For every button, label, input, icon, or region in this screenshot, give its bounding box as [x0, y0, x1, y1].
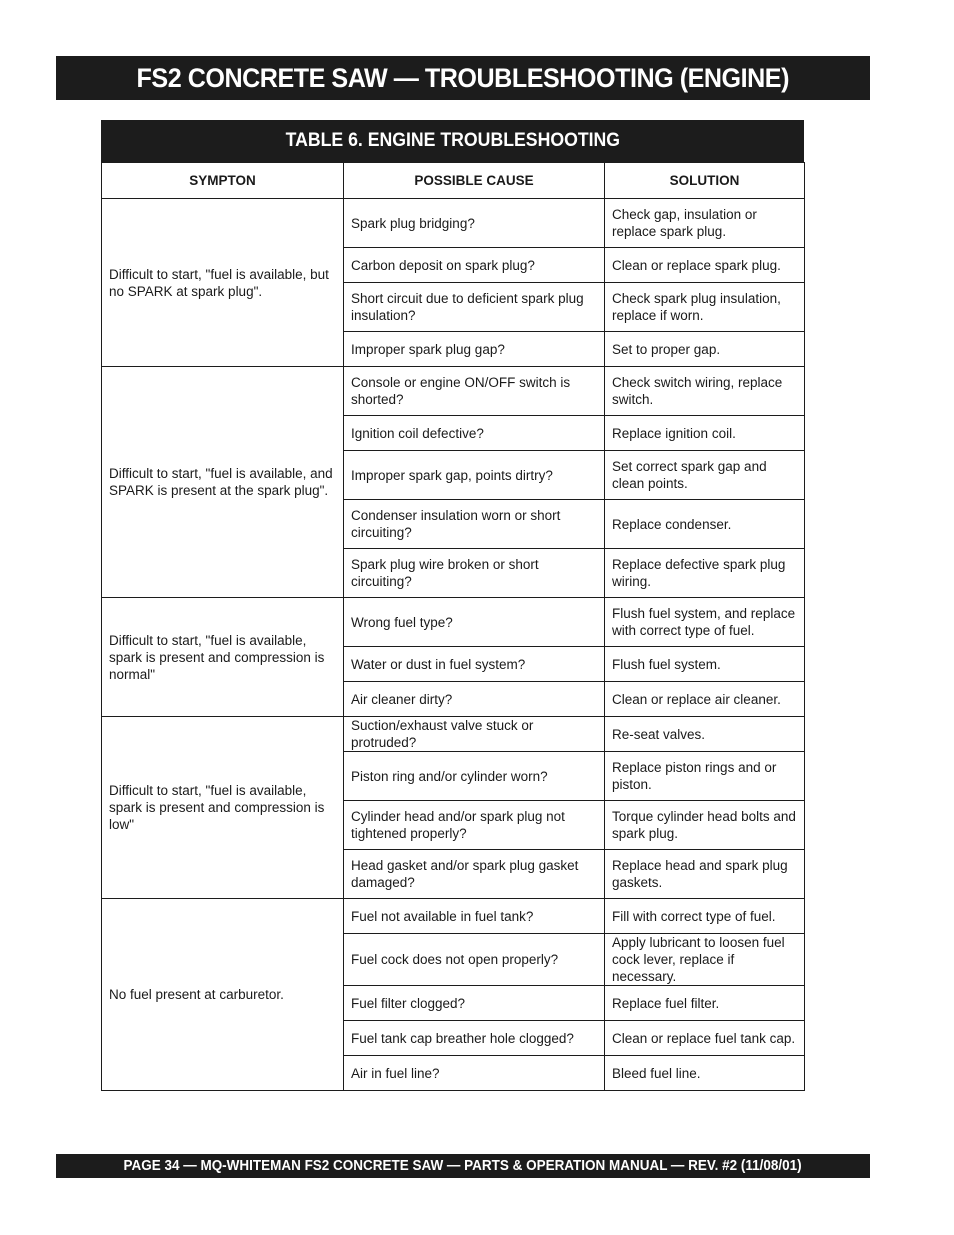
- solution-cell: Replace ignition coil.: [605, 416, 805, 451]
- page-footer: [56, 1154, 870, 1178]
- solution-cell: Set to proper gap.: [605, 332, 805, 367]
- column-header-cause: POSSIBLE CAUSE: [344, 163, 605, 199]
- page-title: FS2 CONCRETE SAW — TROUBLESHOOTING (ENGINE): [136, 62, 790, 93]
- symptom-cell: No fuel present at carburetor.: [102, 899, 344, 1091]
- cause-cell: Suction/exhaust valve stuck or protruded?: [344, 717, 605, 752]
- solution-cell: Replace piston rings and or piston.: [605, 752, 805, 801]
- table-header-row: [102, 163, 805, 199]
- cause-cell: Condenser insulation worn or short circuiting?: [344, 500, 605, 549]
- cause-cell: Fuel filter clogged?: [344, 986, 605, 1021]
- solution-cell: Bleed fuel line.: [605, 1056, 805, 1091]
- solution-cell: Re-seat valves.: [605, 717, 805, 752]
- cause-cell: Air cleaner dirty?: [344, 682, 605, 717]
- cause-cell: Fuel cock does not open properly?: [344, 934, 605, 986]
- solution-cell: Check switch wiring, replace switch.: [605, 367, 805, 416]
- solution-cell: Check gap, insulation or replace spark plug.: [605, 199, 805, 248]
- table-title: TABLE 6. ENGINE TROUBLESHOOTING: [285, 130, 620, 151]
- page-header: [56, 56, 870, 100]
- cause-cell: Water or dust in fuel system?: [344, 647, 605, 682]
- solution-cell: Flush fuel system.: [605, 647, 805, 682]
- solution-cell: Clean or replace spark plug.: [605, 248, 805, 283]
- cause-cell: Head gasket and/or spark plug gasket damaged?: [344, 850, 605, 899]
- solution-cell: Replace fuel filter.: [605, 986, 805, 1021]
- cause-cell: Air in fuel line?: [344, 1056, 605, 1091]
- cause-cell: Console or engine ON/OFF switch is shorted?: [344, 367, 605, 416]
- symptom-cell: Difficult to start, "fuel is available, spark is present and compression is low": [102, 717, 344, 899]
- cause-cell: Improper spark gap, points dirtry?: [344, 451, 605, 500]
- footer-text: PAGE 34 — MQ-WHITEMAN FS2 CONCRETE SAW — PARTS & OPERATION MANUAL — REV. #2 (11/08/01): [123, 1158, 803, 1174]
- solution-cell: Check spark plug insulation, replace if worn.: [605, 283, 805, 332]
- table-title-bar: [101, 120, 804, 162]
- cause-cell: Spark plug wire broken or short circuiting?: [344, 549, 605, 598]
- solution-cell: Replace head and spark plug gaskets.: [605, 850, 805, 899]
- solution-cell: Clean or replace air cleaner.: [605, 682, 805, 717]
- table-row: [102, 717, 805, 752]
- symptom-cell: Difficult to start, "fuel is available, spark is present and compression is normal": [102, 598, 344, 717]
- table-row: [102, 367, 805, 416]
- cause-cell: Spark plug bridging?: [344, 199, 605, 248]
- solution-cell: Replace condenser.: [605, 500, 805, 549]
- cause-cell: Fuel not available in fuel tank?: [344, 899, 605, 934]
- solution-cell: Clean or replace fuel tank cap.: [605, 1021, 805, 1056]
- table-row: [102, 598, 805, 647]
- cause-cell: Ignition coil defective?: [344, 416, 605, 451]
- troubleshooting-table: [101, 162, 805, 1091]
- column-header-solution: SOLUTION: [605, 163, 805, 199]
- column-header-symptom: SYMPTON: [102, 163, 344, 199]
- troubleshooting-table-container: [101, 120, 804, 1091]
- table-row: [102, 899, 805, 934]
- cause-cell: Short circuit due to deficient spark plug insulation?: [344, 283, 605, 332]
- solution-cell: Set correct spark gap and clean points.: [605, 451, 805, 500]
- table-row: [102, 199, 805, 248]
- cause-cell: Improper spark plug gap?: [344, 332, 605, 367]
- solution-cell: Replace defective spark plug wiring.: [605, 549, 805, 598]
- cause-cell: Piston ring and/or cylinder worn?: [344, 752, 605, 801]
- symptom-cell: Difficult to start, "fuel is available, but no SPARK at spark plug".: [102, 199, 344, 367]
- cause-cell: Carbon deposit on spark plug?: [344, 248, 605, 283]
- symptom-cell: Difficult to start, "fuel is available, and SPARK is present at the spark plug".: [102, 367, 344, 598]
- solution-cell: Fill with correct type of fuel.: [605, 899, 805, 934]
- solution-cell: Flush fuel system, and replace with correct type of fuel.: [605, 598, 805, 647]
- cause-cell: Cylinder head and/or spark plug not tightened properly?: [344, 801, 605, 850]
- solution-cell: Apply lubricant to loosen fuel cock lever, replace if necessary.: [605, 934, 805, 986]
- cause-cell: Wrong fuel type?: [344, 598, 605, 647]
- cause-cell: Fuel tank cap breather hole clogged?: [344, 1021, 605, 1056]
- solution-cell: Torque cylinder head bolts and spark plug.: [605, 801, 805, 850]
